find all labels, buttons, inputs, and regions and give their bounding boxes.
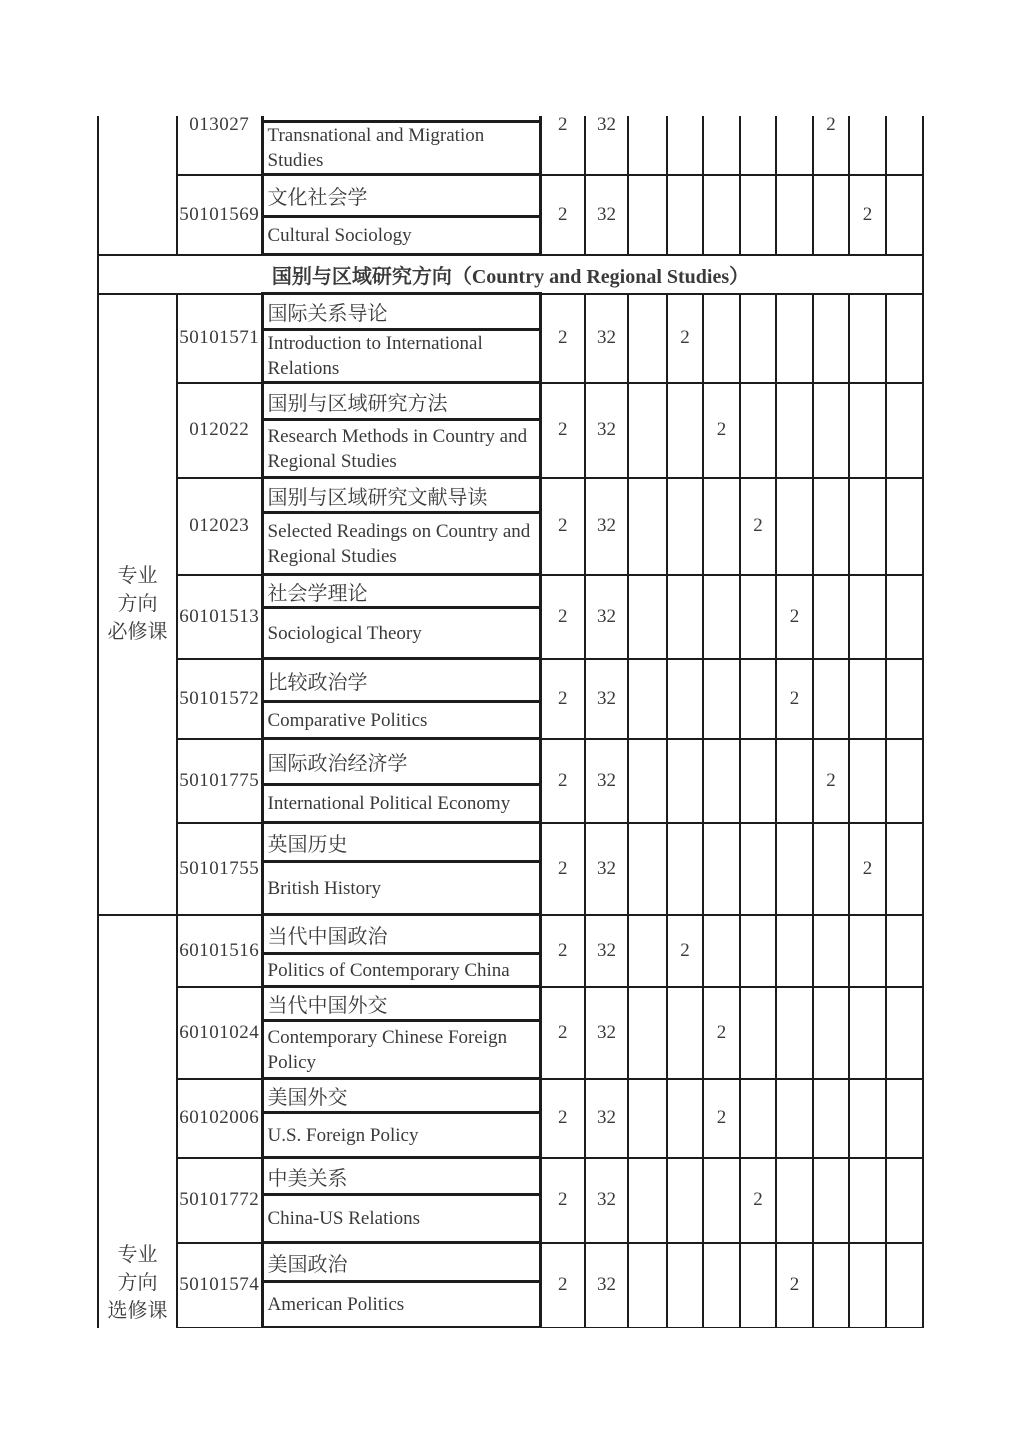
category-line: 方向 — [117, 1271, 158, 1294]
course-name-en: British History — [262, 862, 540, 915]
course-hours: 32 — [585, 383, 628, 478]
semester-credit-cell: 2 — [776, 659, 813, 739]
course-code: 50101755 — [177, 823, 262, 915]
course-name-zh: 当代中国外交 — [262, 987, 540, 1021]
semester-cell — [703, 659, 740, 739]
semester-cell — [740, 659, 776, 739]
semester-credit-cell: 2 — [703, 1079, 740, 1158]
semester-cell — [667, 987, 703, 1079]
course-hours: 32 — [585, 659, 628, 739]
semester-cell — [776, 1079, 813, 1158]
course-name-en: Selected Readings on Country and Regional Studies — [262, 513, 540, 575]
semester-cell — [703, 1158, 740, 1243]
semester-cell — [849, 1158, 886, 1243]
semester-cell — [703, 116, 740, 175]
semester-cell — [776, 915, 813, 987]
semester-cell — [628, 1079, 667, 1158]
semester-cell — [703, 294, 740, 383]
semester-cell — [667, 478, 703, 575]
course-credits: 2 — [540, 294, 585, 383]
semester-cell — [813, 294, 849, 383]
course-hours: 32 — [585, 823, 628, 915]
semester-credit-cell: 2 — [703, 383, 740, 478]
semester-cell — [886, 739, 923, 823]
semester-cell — [886, 987, 923, 1079]
table-clip-region — [97, 116, 931, 1328]
semester-credit-cell: 2 — [849, 175, 886, 255]
course-code: 012023 — [177, 478, 262, 575]
semester-cell — [776, 739, 813, 823]
semester-cell — [667, 1243, 703, 1328]
semester-cell — [667, 1158, 703, 1243]
course-name-zh: 比较政治学 — [262, 659, 540, 702]
course-name-zh: 国别与区域研究文献导读 — [262, 478, 540, 513]
course-code: 50101574 — [177, 1243, 262, 1328]
semester-cell — [849, 294, 886, 383]
semester-cell — [740, 1079, 776, 1158]
semester-cell — [740, 116, 776, 175]
semester-cell — [813, 1243, 849, 1328]
semester-cell — [740, 915, 776, 987]
semester-credit-cell: 2 — [813, 739, 849, 823]
course-credits: 2 — [540, 116, 585, 175]
course-hours: 32 — [585, 739, 628, 823]
semester-cell — [628, 294, 667, 383]
semester-cell — [703, 823, 740, 915]
semester-cell — [776, 383, 813, 478]
semester-cell — [886, 1158, 923, 1243]
semester-cell — [886, 1243, 923, 1328]
semester-cell — [667, 116, 703, 175]
semester-cell — [886, 823, 923, 915]
course-hours: 32 — [585, 915, 628, 987]
semester-cell — [667, 659, 703, 739]
semester-cell — [813, 987, 849, 1079]
course-hours: 32 — [585, 478, 628, 575]
semester-cell — [740, 575, 776, 659]
semester-cell — [886, 175, 923, 255]
course-credits: 2 — [540, 478, 585, 575]
course-name-zh: 当代中国政治 — [262, 915, 540, 954]
semester-cell — [628, 659, 667, 739]
course-code: 013027 — [177, 116, 262, 175]
semester-cell — [628, 1243, 667, 1328]
semester-cell — [886, 116, 923, 175]
course-name-zh: 国际政治经济学 — [262, 739, 540, 785]
semester-cell — [740, 1243, 776, 1328]
semester-cell — [813, 915, 849, 987]
semester-cell — [703, 478, 740, 575]
semester-cell — [703, 175, 740, 255]
course-name-en: American Politics — [262, 1282, 540, 1328]
semester-cell — [849, 1243, 886, 1328]
course-name-zh: 英国历史 — [262, 823, 540, 862]
semester-cell — [776, 294, 813, 383]
table-row — [98, 1243, 923, 1282]
semester-cell — [628, 1158, 667, 1243]
semester-cell — [813, 478, 849, 575]
semester-credit-cell: 2 — [776, 575, 813, 659]
course-name-en: Politics of Contemporary China — [262, 954, 540, 987]
course-name-zh: 国际关系导论 — [262, 294, 540, 330]
semester-cell — [849, 987, 886, 1079]
course-code: 50101572 — [177, 659, 262, 739]
course-name-en: Contemporary Chinese Foreign Policy — [262, 1021, 540, 1079]
course-hours: 32 — [585, 1079, 628, 1158]
course-code: 50101569 — [177, 175, 262, 255]
semester-cell — [740, 739, 776, 823]
course-credits: 2 — [540, 1158, 585, 1243]
semester-cell — [813, 383, 849, 478]
semester-cell — [740, 175, 776, 255]
course-code: 50101772 — [177, 1158, 262, 1243]
semester-cell — [849, 478, 886, 575]
category-line: 专业 — [117, 1243, 158, 1266]
category-line: 专业 — [117, 565, 158, 587]
table-row — [98, 1079, 923, 1113]
category-cell-continued — [98, 116, 177, 255]
semester-cell — [667, 575, 703, 659]
semester-cell — [740, 383, 776, 478]
course-code: 012022 — [177, 383, 262, 478]
semester-cell — [886, 478, 923, 575]
semester-cell — [667, 823, 703, 915]
semester-cell — [886, 294, 923, 383]
semester-cell — [667, 175, 703, 255]
semester-cell — [628, 823, 667, 915]
course-credits: 2 — [540, 1079, 585, 1158]
semester-credit-cell: 2 — [740, 478, 776, 575]
direction-header: 国别与区域研究方向（Country and Regional Studies） — [98, 255, 923, 294]
course-credits: 2 — [540, 383, 585, 478]
semester-credit-cell: 2 — [776, 1243, 813, 1328]
semester-cell — [886, 383, 923, 478]
course-name-en: Comparative Politics — [262, 702, 540, 739]
semester-cell — [667, 1079, 703, 1158]
course-name-zh: 美国外交 — [262, 1079, 540, 1113]
semester-cell — [886, 659, 923, 739]
course-name-en: U.S. Foreign Policy — [262, 1113, 540, 1158]
semester-cell — [703, 1243, 740, 1328]
course-name-en: China-US Relations — [262, 1195, 540, 1243]
semester-credit-cell: 2 — [849, 823, 886, 915]
table-row — [98, 575, 923, 608]
semester-credit-cell: 2 — [667, 294, 703, 383]
table-wrap — [97, 116, 925, 1328]
course-code: 60102006 — [177, 1079, 262, 1158]
semester-credit-cell: 2 — [740, 1158, 776, 1243]
semester-cell — [703, 575, 740, 659]
course-name-en: Transnational and Migration Studies — [262, 122, 540, 175]
course-hours: 32 — [585, 116, 628, 175]
semester-cell — [776, 1158, 813, 1243]
course-hours: 32 — [585, 1243, 628, 1328]
course-hours: 32 — [585, 294, 628, 383]
course-name-en: Cultural Sociology — [262, 217, 540, 255]
course-credits: 2 — [540, 575, 585, 659]
course-code: 60101024 — [177, 987, 262, 1079]
semester-cell — [667, 739, 703, 823]
course-credits: 2 — [540, 987, 585, 1079]
course-code: 50101571 — [177, 294, 262, 383]
table-row — [98, 987, 923, 1021]
semester-cell — [740, 294, 776, 383]
course-credits: 2 — [540, 823, 585, 915]
semester-cell — [813, 1079, 849, 1158]
semester-cell — [776, 823, 813, 915]
category-cell-required — [98, 294, 177, 915]
semester-cell — [813, 659, 849, 739]
course-credits: 2 — [540, 915, 585, 987]
semester-cell — [628, 987, 667, 1079]
course-credits: 2 — [540, 739, 585, 823]
semester-cell — [849, 116, 886, 175]
semester-cell — [849, 1079, 886, 1158]
category-line: 方向 — [117, 593, 158, 615]
course-credits: 2 — [540, 1243, 585, 1328]
course-code: 60101513 — [177, 575, 262, 659]
semester-cell — [628, 575, 667, 659]
semester-credit-cell: 2 — [703, 987, 740, 1079]
course-name-en: Sociological Theory — [262, 608, 540, 659]
table-row — [98, 659, 923, 702]
course-credits: 2 — [540, 659, 585, 739]
table-row — [98, 175, 923, 217]
semester-cell — [628, 383, 667, 478]
semester-cell — [776, 478, 813, 575]
course-code: 50101775 — [177, 739, 262, 823]
course-hours: 32 — [585, 175, 628, 255]
semester-cell — [886, 915, 923, 987]
table-row — [98, 823, 923, 862]
semester-cell — [886, 575, 923, 659]
semester-cell — [813, 575, 849, 659]
course-name-en: International Political Economy — [262, 785, 540, 823]
semester-cell — [703, 739, 740, 823]
course-table — [97, 116, 924, 1328]
course-name-en: Research Methods in Country and Regional Studies — [262, 420, 540, 478]
course-name-en: Introduction to International Relations — [262, 330, 540, 383]
table-row — [98, 739, 923, 785]
table-row — [98, 1158, 923, 1195]
course-code: 60101516 — [177, 915, 262, 987]
semester-cell — [886, 1079, 923, 1158]
direction-header-row — [98, 255, 923, 294]
semester-cell — [813, 823, 849, 915]
course-hours: 32 — [585, 575, 628, 659]
semester-cell — [813, 175, 849, 255]
semester-cell — [849, 659, 886, 739]
semester-cell — [776, 175, 813, 255]
semester-credit-cell: 2 — [667, 915, 703, 987]
semester-cell — [667, 383, 703, 478]
category-line: 必修课 — [107, 621, 168, 643]
semester-cell — [628, 915, 667, 987]
course-hours: 32 — [585, 987, 628, 1079]
category-cell-elective — [98, 915, 177, 1328]
semester-cell — [776, 116, 813, 175]
semester-cell — [813, 1158, 849, 1243]
semester-cell — [628, 116, 667, 175]
semester-cell — [628, 478, 667, 575]
course-credits: 2 — [540, 175, 585, 255]
table-row — [98, 915, 923, 954]
semester-cell — [740, 823, 776, 915]
semester-credit-cell: 2 — [813, 116, 849, 175]
category-line: 选修课 — [107, 1299, 168, 1322]
semester-cell — [849, 739, 886, 823]
semester-cell — [776, 987, 813, 1079]
semester-cell — [703, 915, 740, 987]
table-row — [98, 478, 923, 513]
course-name-zh: 国别与区域研究方法 — [262, 383, 540, 420]
course-name-zh: 文化社会学 — [262, 175, 540, 217]
course-name-zh: 社会学理论 — [262, 575, 540, 608]
semester-cell — [628, 739, 667, 823]
course-name-zh: 中美关系 — [262, 1158, 540, 1195]
semester-cell — [740, 987, 776, 1079]
course-hours: 32 — [585, 1158, 628, 1243]
table-row — [98, 294, 923, 330]
semester-cell — [849, 575, 886, 659]
semester-cell — [849, 915, 886, 987]
semester-cell — [628, 175, 667, 255]
semester-cell — [849, 383, 886, 478]
table-row — [98, 383, 923, 420]
course-name-zh: 美国政治 — [262, 1243, 540, 1282]
